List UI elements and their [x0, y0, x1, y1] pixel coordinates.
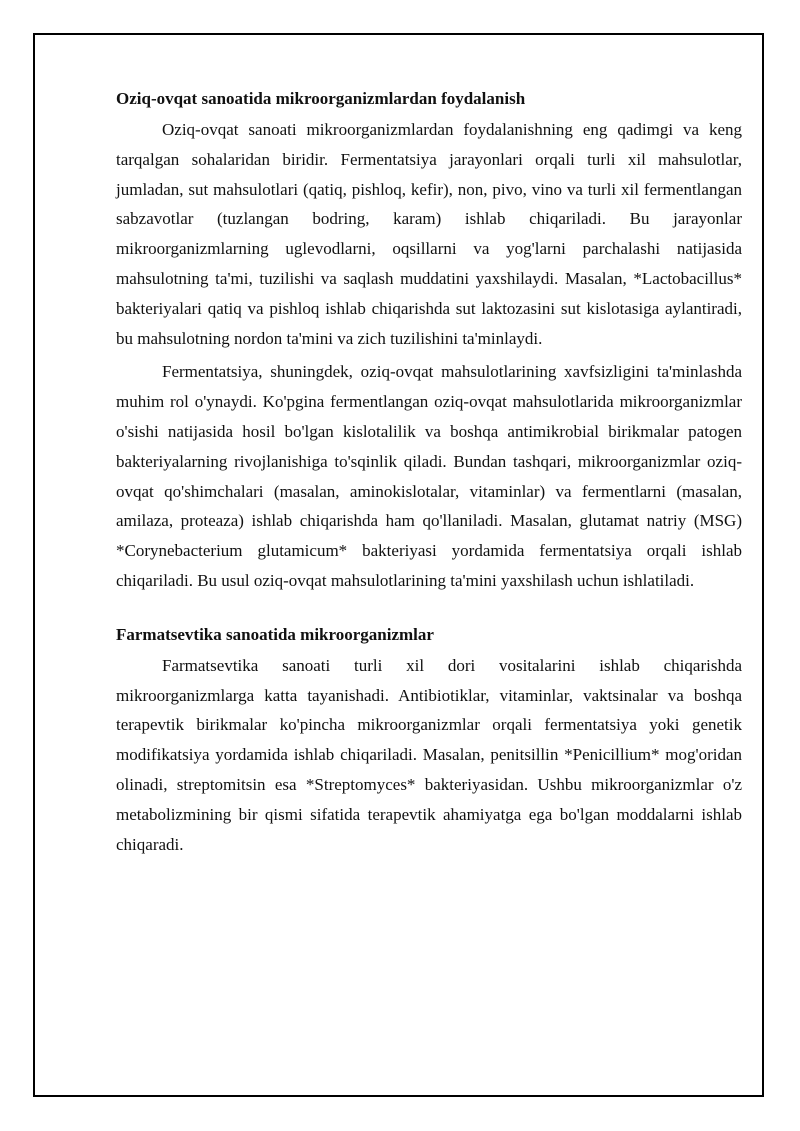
- paragraph: Farmatsevtika sanoati turli xil dori vositalarini ishlab chiqarishda mikroorganizmlarga katta tayanishadi. Antibiotiklar, vitaminlar, vaktsinalar va boshqa terapevtik birikmalar ko'pincha mikroorganizmlar orqali fermentatsiya yoki genetik modifikatsiya yordamida ishlab chiqariladi. Masalan, penitsillin *Penicillium* mog'oridan olinadi, streptomitsin esa *Streptomyces* bakteriyasidan. Ushbu mikroorganizmlar o'z metabolizmining bir qismi sifatida terapevtik ahamiyatga ega bo'lgan moddalarni ishlab chiqaradi.: [116, 655, 742, 854]
- paragraph: Fermentatsiya, shuningdek, oziq-ovqat mahsulotlarining xavfsizligini ta'minlashda muhim rol o'ynaydi. Ko'pgina fermentlangan oziq-ovqat mahsulotlarida mikroorganizmlar o'sishi natijasida hosil bo'lgan kislotalilik va boshqa antimikrobial birikmalar patogen bakteriyalarning rivojlanishiga to'sqinlik qiladi. Bundan tashqari, mikroorganizmlar oziq-ovqat qo'shimchalari (masalan, aminokislotalar, vitaminlar) va fermentlarni (masalan, amilaza, proteaza) ishlab chiqarishda ham qo'llaniladi. Masalan, glutamat natriy (MSG) *Corynebacterium glutamicum* bakteriyasi yordamida fermentatsiya orqali ishlab chiqariladi. Bu usul oziq-ovqat mahsulotlarining ta'mini yaxshilash uchun ishlatiladi.: [116, 362, 742, 590]
- section-food-industry: [116, 84, 742, 596]
- section-title: Oziq-ovqat sanoatida mikroorganizmlardan foydalanish: [116, 89, 526, 108]
- section-title: Farmatsevtika sanoatida mikroorganizmlar: [116, 624, 434, 644]
- document-body: [116, 84, 742, 859]
- paragraph: Oziq-ovqat sanoati mikroorganizmlardan foydalanishning eng qadimgi va keng tarqalgan sohalaridan biridir. Fermentatsiya jarayonlari orqali turli xil mahsulotlar, jumladan, sut mahsulotlari (qatiq, pishloq, kefir), non, pivo, vino va turli xil fermentlangan sabzavotlar (tuzlangan bodring, karam) ishlab chiqariladi. Bu jarayonlar mikroorganizmlarning uglevodlarni, oqsillarni va yog'larni parchalashi natijasida mahsulotning ta'mi, tuzilishi va saqlash muddatini yaxshilaydi. Masalan, *Lactobacillus* bakteriyalari qatiq va pishloq ishlab chiqarishda sut laktozasini sut kislotasiga aylantiradi, bu mahsulotning nordon ta'mini va zich tuzilishini ta'minlaydi.: [116, 120, 742, 348]
- section-pharma-industry: [116, 620, 742, 860]
